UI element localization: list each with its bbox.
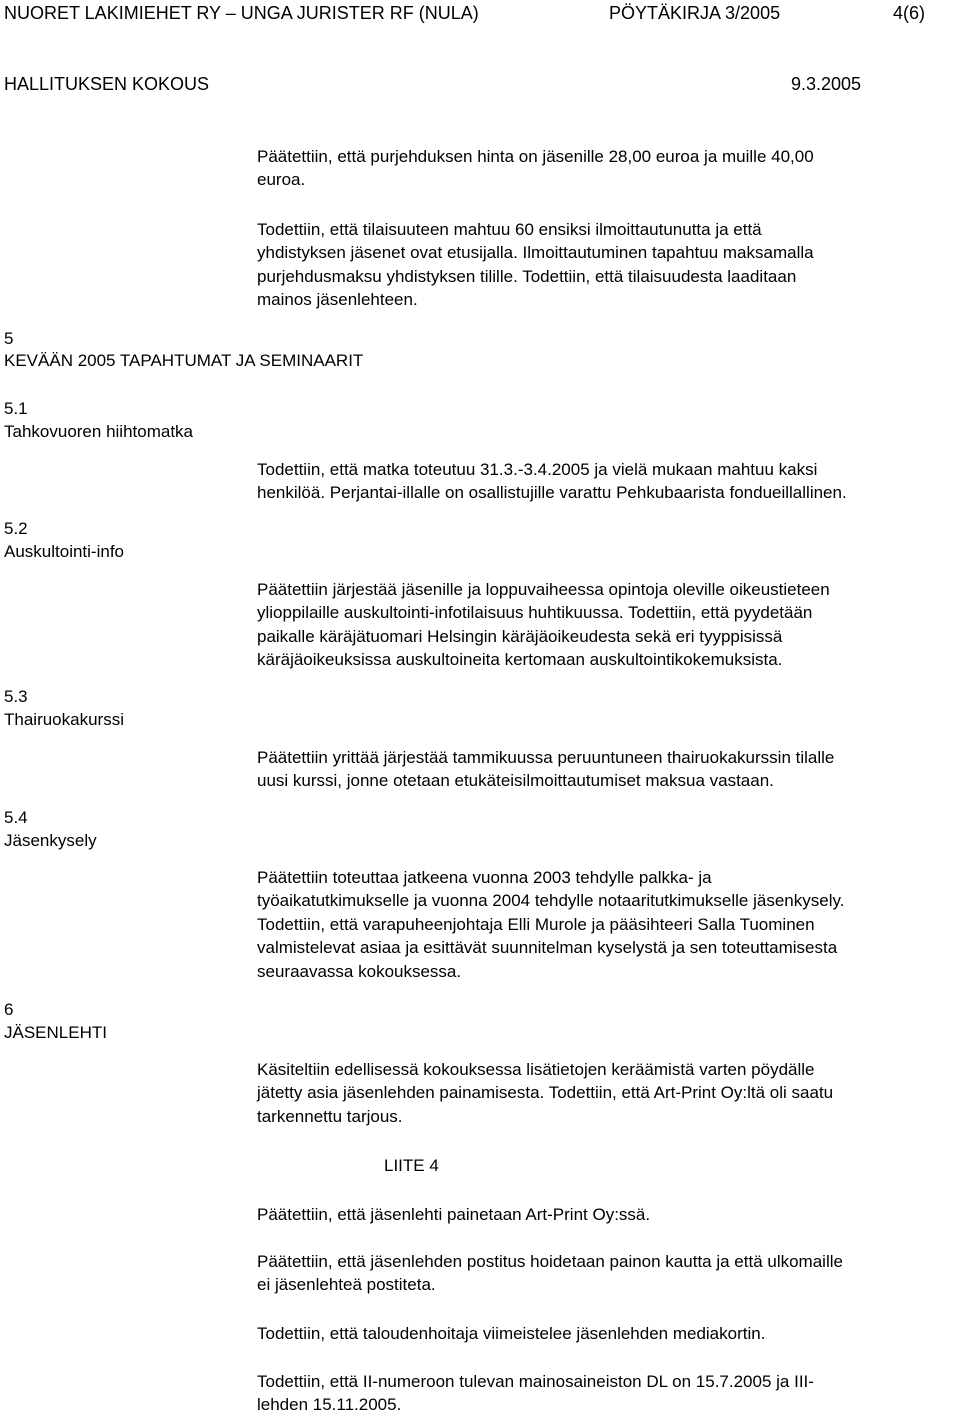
- attachment-label: LIITE 4: [384, 1156, 439, 1175]
- section-5-3-number: 5.3: [4, 687, 28, 706]
- paragraph-auskultointi-info: Päätettiin järjestää jäsenille ja loppuvaiheessa opintoja oleville oikeustieteen ylioppilaille auskultointi-infotilaisuus huhtikuussa. Todettiin, että pyydetään paikalle käräjätuomari Helsingin käräjäoikeudesta sekä eri tyyppisissä käräjäoikeuksissa auskultoineita kertomaan auskultointikokemuksista.: [257, 580, 830, 670]
- paragraph-member-survey: Päätettiin toteuttaa jatkeena vuonna 2003 tehdylle palkka- ja työaikatutkimukselle ja vuonna 2004 tehdylle notaaritutkimukselle jäsenkysely. Todettiin, että varapuheenjohtaja Elli Murole ja pääsihteeri Salla Tuominen valmistelevat asiaa ja esittävät suunnitelman kyselystä ja sen toteuttamisesta seuraavassa kokouksessa.: [257, 868, 845, 981]
- section-6-number: 6: [4, 1000, 14, 1019]
- paragraph-print-decision: Päätettiin, että jäsenlehti painetaan Art-Print Oy:ssä.: [257, 1205, 651, 1224]
- section-5-1-number: 5.1: [4, 399, 28, 418]
- section-5-3-title: Thairuokakurssi: [4, 710, 124, 729]
- section-5-1-title: Tahkovuoren hiihtomatka: [4, 422, 194, 441]
- section-5-2-title: Auskultointi-info: [4, 542, 125, 561]
- section-5-2-number: 5.2: [4, 519, 28, 538]
- section-5-title: KEVÄÄN 2005 TAPAHTUMAT JA SEMINAARIT: [4, 351, 364, 370]
- paragraph-magazine-printing: Käsiteltiin edellisessä kokouksessa lisätietojen keräämistä varten pöydälle jätetty asia jäsenlehden painamisesta. Todettiin, että Art-Print Oy:ltä oli saatu tarkennettu tarjous.: [257, 1060, 834, 1126]
- section-5-4-number: 5.4: [4, 808, 28, 827]
- section-5-number: 5: [4, 329, 14, 348]
- paragraph-sailing-registration: Todettiin, että tilaisuuteen mahtuu 60 ensiksi ilmoittautunutta ja että yhdistyksen jäsenet ovat etusijalla. Ilmoittautuminen tapahtuu maksamalla purjehdusmaksu yhdistyksen tilille. Todettiin, että tilaisuudesta laaditaan mainos jäsenlehteen.: [257, 220, 814, 310]
- header-org: NUORET LAKIMIEHET RY – UNGA JURISTER RF (NULA): [4, 3, 479, 23]
- header-meeting: HALLITUKSEN KOKOUS: [4, 74, 210, 94]
- paragraph-thai-cooking: Päätettiin yrittää järjestää tammikuussa peruuntuneen thairuokakurssin tilalle uusi kurssi, jonne otetaan etukäteisilmoittautumiset maksua vastaan.: [257, 748, 835, 791]
- header-doc-type: PÖYTÄKIRJA 3/2005: [609, 3, 781, 23]
- paragraph-ski-trip: Todettiin, että matka toteutuu 31.3.-3.4.2005 ja vielä mukaan mahtuu kaksi henkilöä. Perjantai-illalle on osallistujille varattu Pehkubaarista fondueillallinen.: [257, 460, 847, 503]
- paragraph-media-card: Todettiin, että taloudenhoitaja viimeistelee jäsenlehden mediakortin.: [257, 1324, 766, 1343]
- section-6-title: JÄSENLEHTI: [4, 1023, 107, 1042]
- paragraph-mailing: Päätettiin, että jäsenlehden postitus hoidetaan painon kautta ja että ulkomaille ei jäsenlehteä postiteta.: [257, 1252, 843, 1295]
- paragraph-deadline: Todettiin, että II-numeroon tulevan mainosaineiston DL on 15.7.2005 ja III- lehden 15.11.2005.: [257, 1372, 814, 1415]
- paragraph-sailing-price: Päätettiin, että purjehduksen hinta on jäsenille 28,00 euroa ja muille 40,00 euroa.: [257, 147, 814, 190]
- header-date: 9.3.2005: [791, 74, 862, 94]
- header-page-number: 4(6): [893, 3, 926, 23]
- section-5-4-title: Jäsenkysely: [4, 831, 97, 850]
